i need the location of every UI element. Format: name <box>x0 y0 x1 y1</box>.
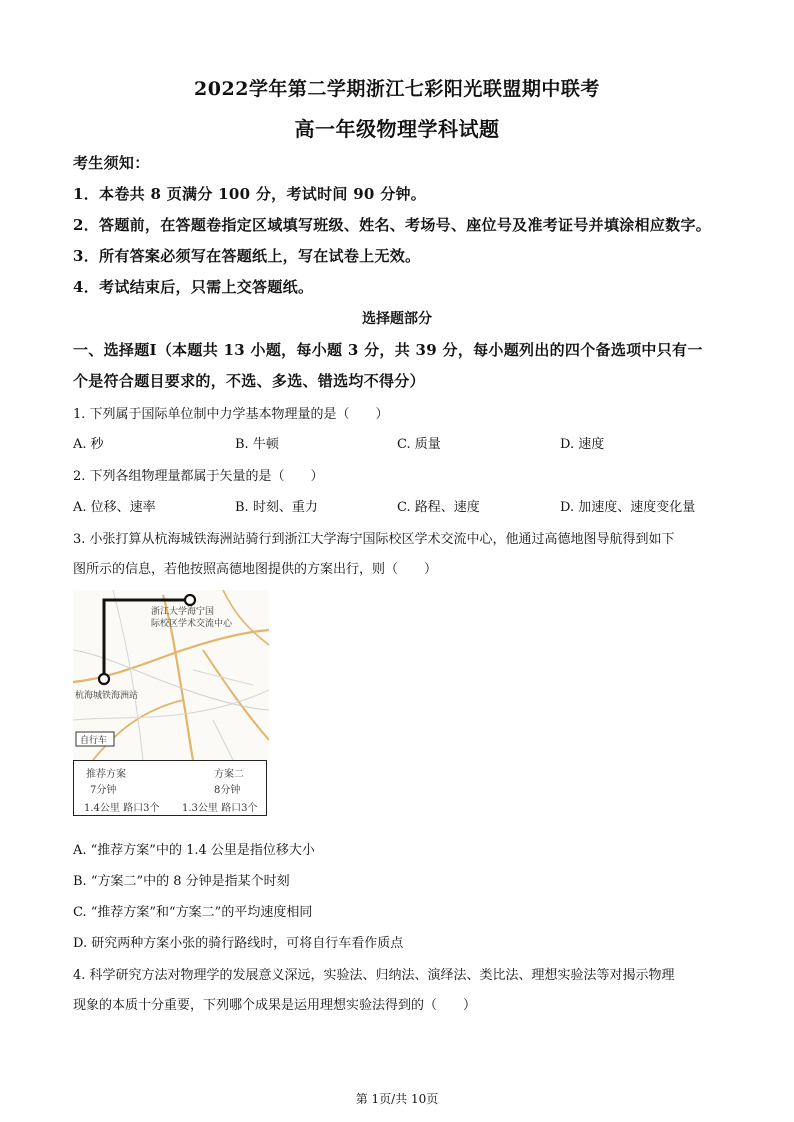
page-number: 第 1页/共 10页 <box>355 1092 439 1106</box>
part-instructions-line1: 一、选择题Ⅰ（本题共 13 小题，每小题 3 分，共 39 分，每小题列出的四个备选项中只有一 <box>73 341 703 359</box>
question-2-option-a: A. 位移、速率 <box>73 500 156 515</box>
question-1-option-d: D. 速度 <box>560 437 605 452</box>
question-3-option-d: D. 研究两种方案小张的骑行路线时，可将自行车看作质点 <box>73 936 404 951</box>
question-3-stem-line1: 3. 小张打算从杭海城铁海洲站骑行到浙江大学海宁国际校区学术交流中心，他通过高德地图导航得到如下 <box>73 532 675 547</box>
notice-item: 4．考试结束后，只需上交答题纸。 <box>73 278 314 296</box>
question-3-option-c: C. “推荐方案”和“方案二”的平均速度相同 <box>73 905 313 920</box>
scheme2-name: 方案二 <box>214 769 244 780</box>
section-title: 选择题部分 <box>362 311 432 327</box>
exam-title: 2022学年第二学期浙江七彩阳光联盟期中联考 <box>194 78 600 100</box>
map-destination-label-1: 浙江大学海宁国 <box>151 606 215 616</box>
scheme2-info: 1.3公里 路口3个 <box>182 803 258 814</box>
question-3-stem-line2: 图所示的信息，若他按照高德地图提供的方案出行，则（ ） <box>73 562 438 577</box>
question-1-option-c: C. 质量 <box>397 437 441 452</box>
notice-item: 1．本卷共 8 页满分 100 分，考试时间 90 分钟。 <box>73 185 427 203</box>
question-2-option-b: B. 时刻、重力 <box>235 500 318 515</box>
map-mode-label: 自行车 <box>80 735 108 745</box>
map-origin-label: 杭海城铁海洲站 <box>75 690 139 700</box>
part-instructions-line2: 个是符合题目要求的，不选、多选、错选均不得分） <box>73 372 425 390</box>
question-2-option-c: C. 路程、速度 <box>397 500 480 515</box>
question-3-option-b: B. “方案二”中的 8 分钟是指某个时刻 <box>73 874 290 889</box>
question-1-option-a: A. 秒 <box>73 437 104 452</box>
scheme1-time: 7分钟 <box>90 785 117 796</box>
question-2-stem: 2. 下列各组物理量都属于矢量的是（ ） <box>73 469 324 484</box>
notice-heading: 考生须知： <box>73 154 150 172</box>
question-4-stem-line1: 4. 科学研究方法对物理学的发展意义深远，实验法、归纳法、演绎法、类比法、理想实验法等对揭示物理 <box>73 968 675 983</box>
question-2-option-d: D. 加速度、速度变化量 <box>560 500 696 515</box>
question-4-stem-line2: 现象的本质十分重要，下列哪个成果是运用理想实验法得到的（ ） <box>73 998 477 1013</box>
scheme2-time: 8分钟 <box>214 785 241 796</box>
notice-item: 2．答题前，在答题卷指定区域填写班级、姓名、考场号、座位号及准考证号并填涂相应数字。 <box>73 216 712 234</box>
question-1-option-b: B. 牛顿 <box>235 437 279 452</box>
notice-item: 3．所有答案必须写在答题纸上，写在试卷上无效。 <box>73 247 421 265</box>
map-destination-label-2: 际校区学术交流中心 <box>151 618 233 628</box>
scheme1-info: 1.4公里 路口3个 <box>84 803 160 814</box>
navigation-map <box>73 590 269 760</box>
question-1-stem: 1. 下列属于国际单位制中力学基本物理量的是（ ） <box>73 407 389 422</box>
exam-subtitle: 高一年级物理学科试题 <box>294 117 500 141</box>
scheme1-name: 推荐方案 <box>86 769 126 780</box>
route-scheme-box <box>73 760 267 816</box>
question-3-option-a: A. “推荐方案”中的 1.4 公里是指位移大小 <box>73 843 315 858</box>
